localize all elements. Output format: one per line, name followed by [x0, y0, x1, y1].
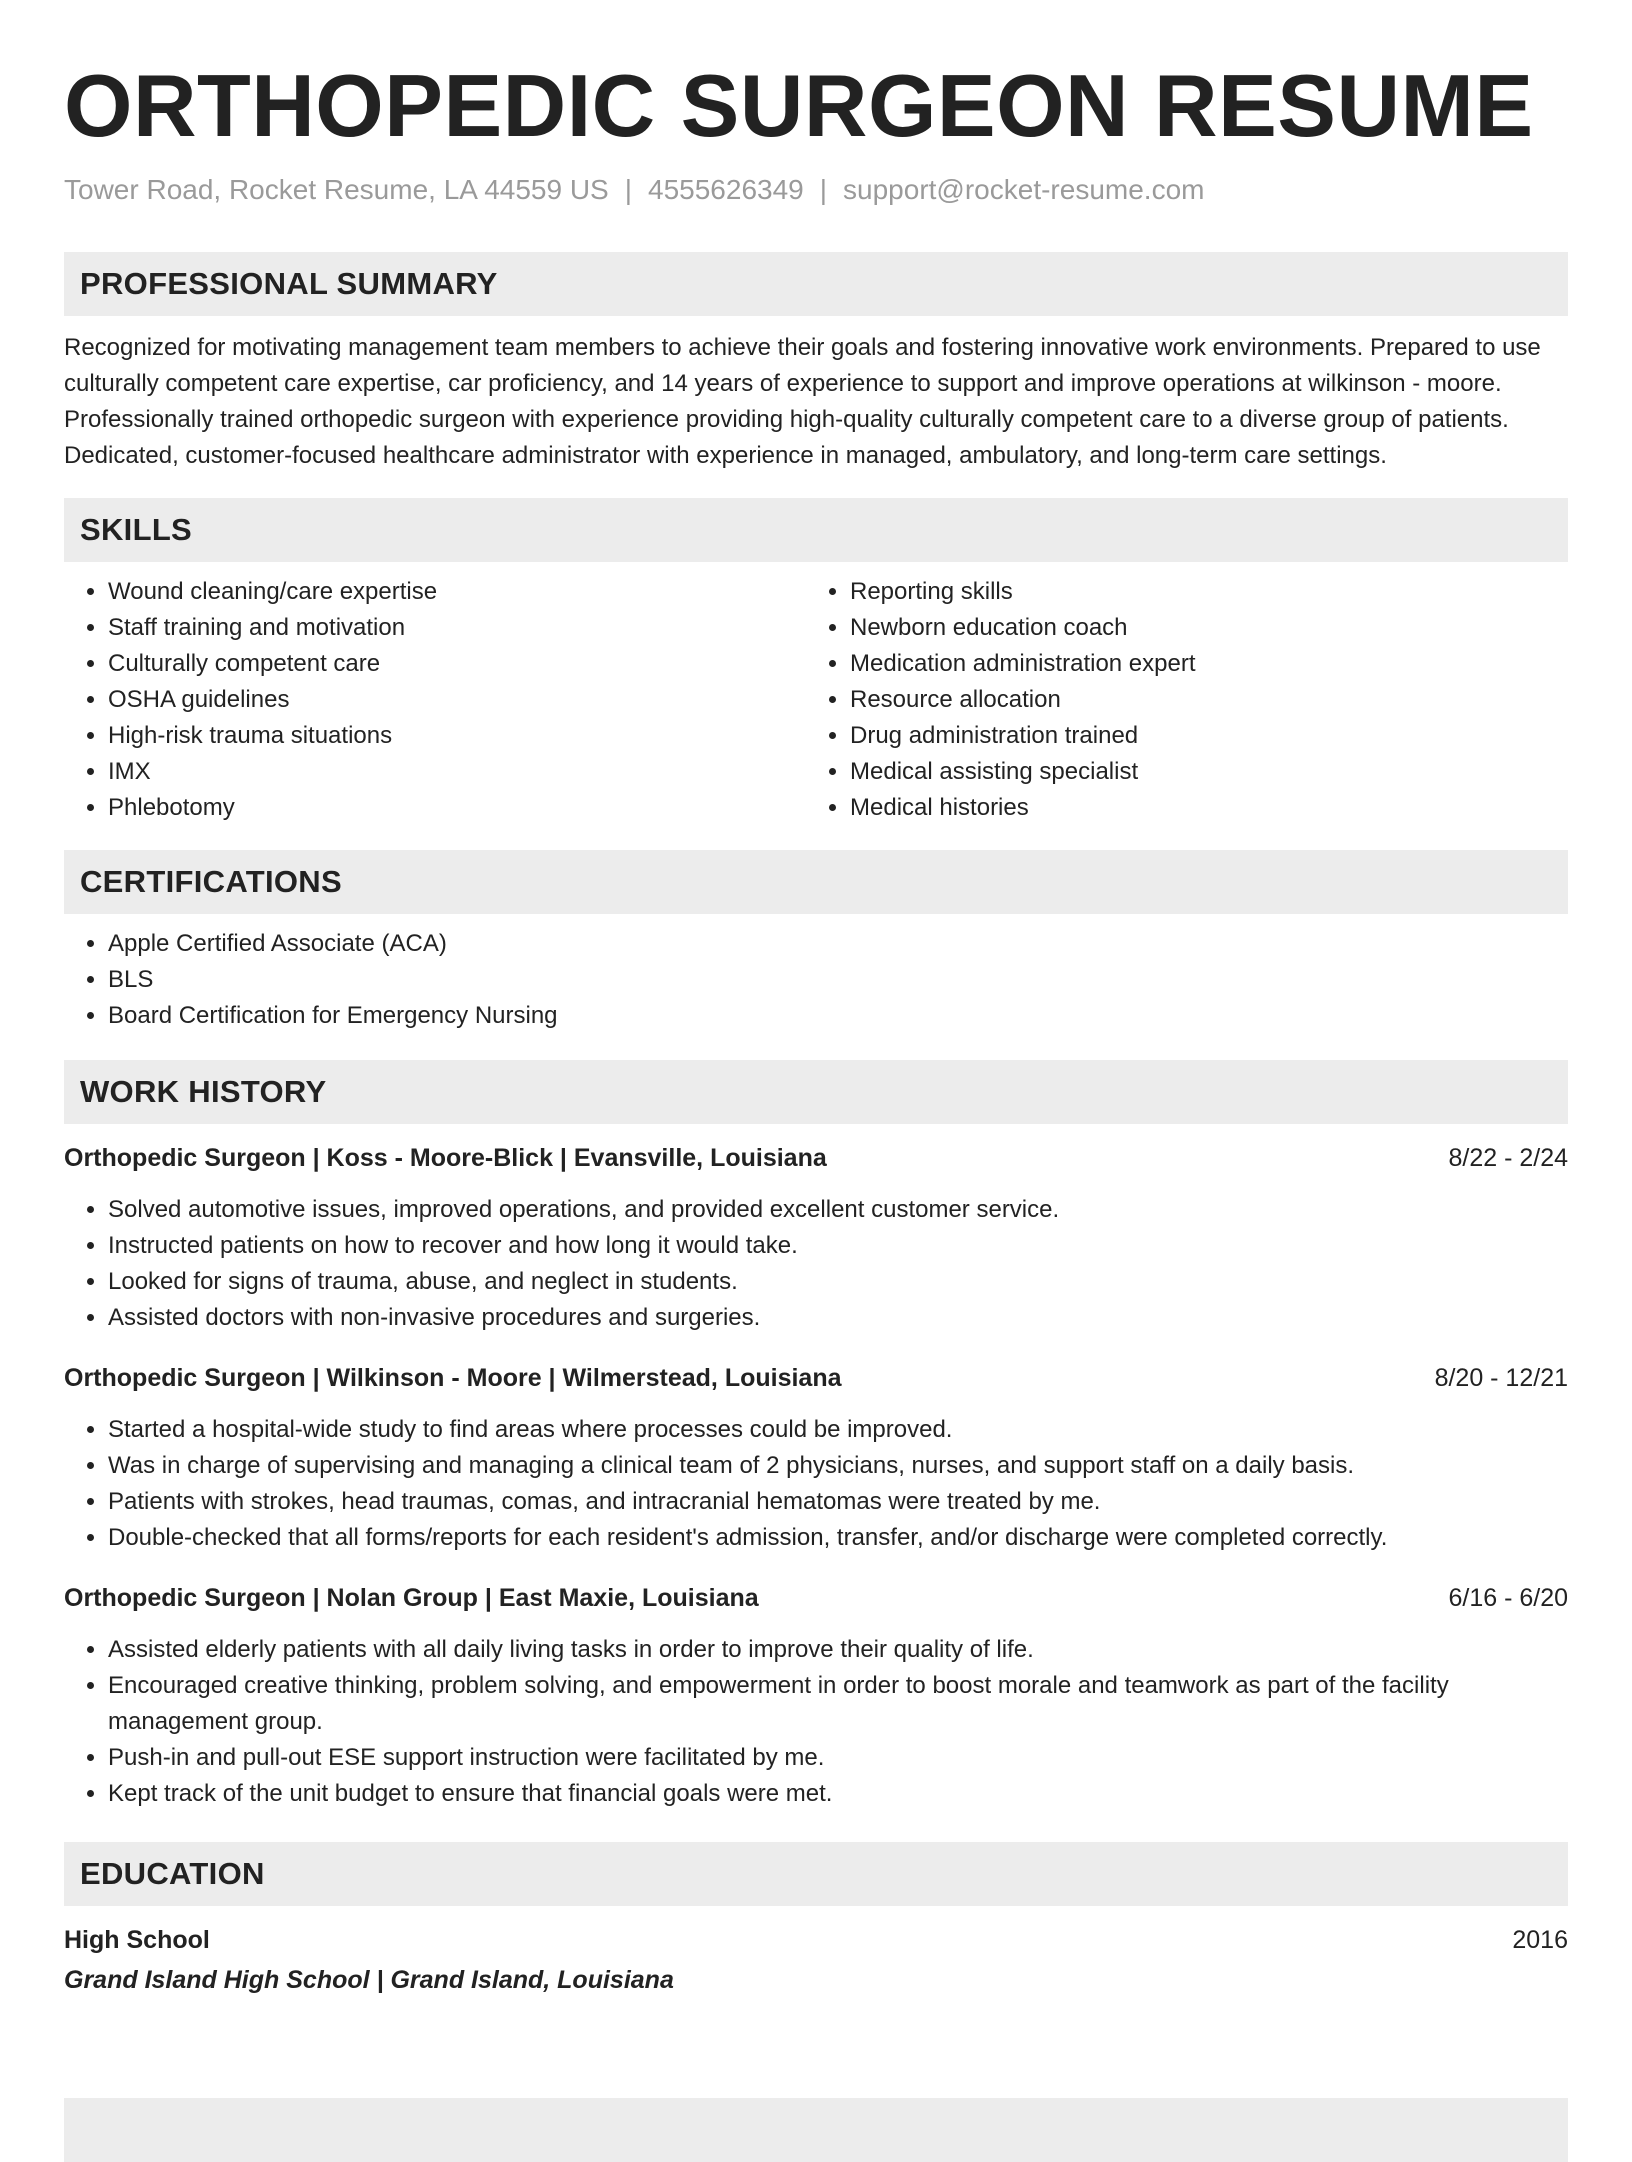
section-header-certifications: CERTIFICATIONS — [64, 850, 1568, 914]
summary-text: Recognized for motivating management team members to achieve their goals and fostering innovative work environments. Prepared to use culturally competent care expertise, car proficiency, and 14 years of experience to support and improve operations at wilkinson - moore. Professionally trained orthopedic surgeon with experience providing high-quality culturally competent care to a diverse group of patients. Dedicated, customer-focused healthcare administrator with experience in managed, ambulatory, and long-term care settings. — [64, 334, 1541, 469]
skills-column-right — [806, 574, 1548, 826]
job-header — [64, 1140, 1568, 1176]
job-bullet: • Patients with strokes, head traumas, comas, and intracranial hematomas were treated by me. — [108, 1484, 1568, 1520]
job-bullet: • Encouraged creative thinking, problem solving, and empowerment in order to boost morale and teamwork as part of the facility management group. — [108, 1668, 1568, 1740]
job-bullets — [64, 1632, 1568, 1812]
skill-item: • High-risk trauma situations — [108, 718, 806, 754]
job-dates: 6/16 - 6/20 — [1448, 1584, 1568, 1612]
education-school: Grand Island High School | Grand Island, Louisiana — [64, 1966, 674, 1994]
skill-item: • Resource allocation — [850, 682, 1548, 718]
section-header-summary: PROFESSIONAL SUMMARY — [64, 252, 1568, 316]
skill-item: • Medication administration expert — [850, 646, 1548, 682]
skill-item: • IMX — [108, 754, 806, 790]
job-bullet: • Was in charge of supervising and managing a clinical team of 2 physicians, nurses, and support staff on a daily basis. — [108, 1448, 1568, 1484]
skill-item: • Wound cleaning/care expertise — [108, 574, 806, 610]
job-bullet: • Kept track of the unit budget to ensure that financial goals were met. — [108, 1776, 1568, 1812]
skill-item: • Drug administration trained — [850, 718, 1548, 754]
education-year: 2016 — [1512, 1926, 1568, 1954]
education-entry — [64, 1922, 1568, 1998]
section-header-skills: SKILLS — [64, 498, 1568, 562]
job-bullet: • Started a hospital-wide study to find areas where processes could be improved. — [108, 1412, 1568, 1448]
skill-item: • OSHA guidelines — [108, 682, 806, 718]
contact-phone: 4555626349 — [648, 174, 804, 205]
job-header — [64, 1580, 1568, 1616]
contact-separator: | — [624, 174, 633, 205]
contact-email[interactable]: support@rocket-resume.com — [843, 174, 1205, 205]
skill-item: • Medical histories — [850, 790, 1548, 826]
job-bullets — [64, 1412, 1568, 1556]
contact-separator: | — [819, 174, 828, 205]
skills-list — [64, 574, 1568, 826]
job-entry — [64, 1360, 1568, 1556]
section-header-work-history: WORK HISTORY — [64, 1060, 1568, 1124]
skill-item: • Medical assisting specialist — [850, 754, 1548, 790]
job-dates: 8/20 - 12/21 — [1434, 1364, 1568, 1392]
skill-item: • Phlebotomy — [108, 790, 806, 826]
job-entry — [64, 1580, 1568, 1812]
job-title: Orthopedic Surgeon | Koss - Moore-Blick | Evansville, Louisiana — [64, 1144, 827, 1172]
education-header — [64, 1922, 1568, 1958]
section-header-next — [64, 2098, 1568, 2162]
skill-item: • Reporting skills — [850, 574, 1548, 610]
job-bullet: • Assisted doctors with non-invasive procedures and surgeries. — [108, 1300, 1568, 1336]
certification-item: • Board Certification for Emergency Nursing — [108, 998, 1568, 1034]
skill-item: • Newborn education coach — [850, 610, 1548, 646]
job-bullet: • Assisted elderly patients with all daily living tasks in order to improve their quality of life. — [108, 1632, 1568, 1668]
job-bullet: • Instructed patients on how to recover and how long it would take. — [108, 1228, 1568, 1264]
job-title: Orthopedic Surgeon | Nolan Group | East Maxie, Louisiana — [64, 1584, 759, 1612]
skills-column-left — [64, 574, 806, 826]
certification-item: • BLS — [108, 962, 1568, 998]
contact-address: Tower Road, Rocket Resume, LA 44559 US — [64, 174, 609, 205]
certifications-list — [64, 926, 1568, 1034]
job-dates: 8/22 - 2/24 — [1448, 1144, 1568, 1172]
job-bullet: • Double-checked that all forms/reports for each resident's admission, transfer, and/or discharge were completed correctly. — [108, 1520, 1568, 1556]
contact-line — [64, 170, 1568, 210]
job-bullet: • Solved automotive issues, improved operations, and provided excellent customer service. — [108, 1192, 1568, 1228]
section-header-education: EDUCATION — [64, 1842, 1568, 1906]
job-bullets — [64, 1192, 1568, 1336]
skill-item: • Culturally competent care — [108, 646, 806, 682]
education-degree: High School — [64, 1926, 210, 1954]
job-bullet: • Looked for signs of trauma, abuse, and neglect in students. — [108, 1264, 1568, 1300]
job-bullet: • Push-in and pull-out ESE support instruction were facilitated by me. — [108, 1740, 1568, 1776]
job-header — [64, 1360, 1568, 1396]
job-entry — [64, 1140, 1568, 1336]
resume-title: ORTHOPEDIC SURGEON RESUME — [64, 56, 1534, 155]
skill-item: • Staff training and motivation — [108, 610, 806, 646]
certification-item: • Apple Certified Associate (ACA) — [108, 926, 1568, 962]
job-title: Orthopedic Surgeon | Wilkinson - Moore | Wilmerstead, Louisiana — [64, 1364, 842, 1392]
